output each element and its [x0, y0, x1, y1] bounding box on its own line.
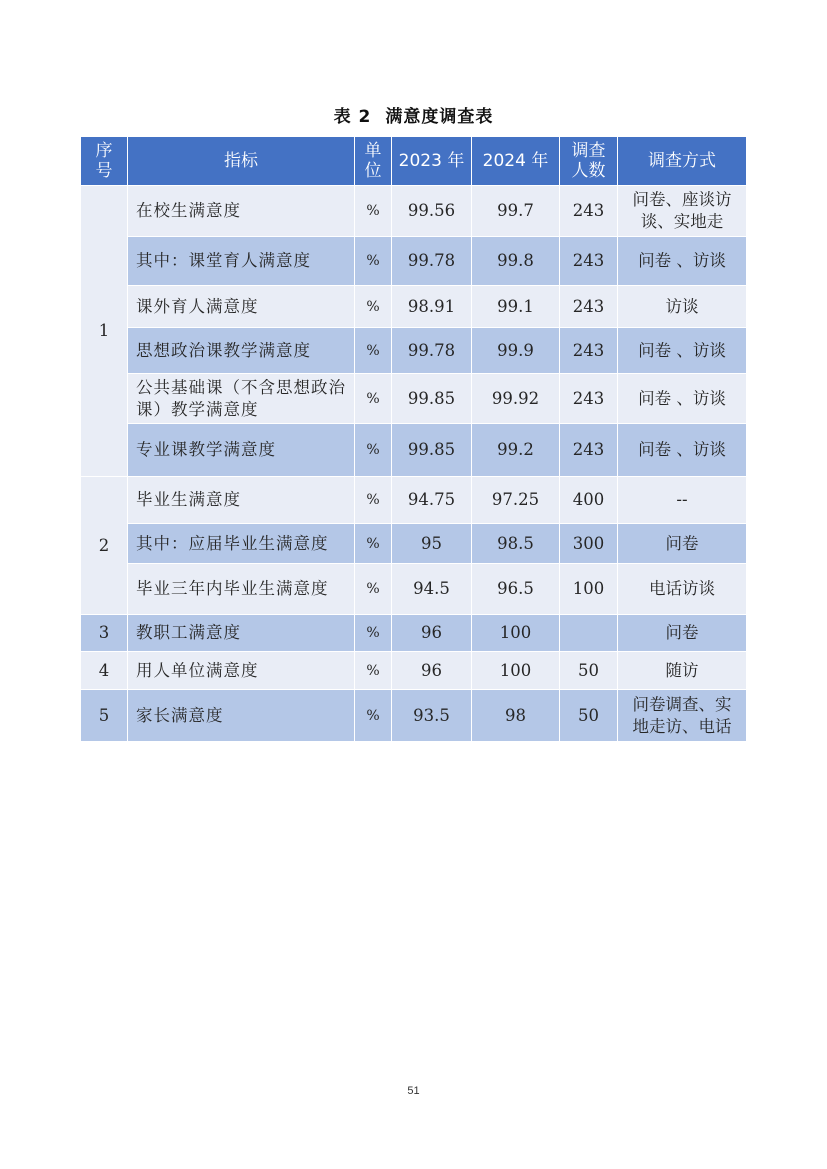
count-cell	[560, 615, 618, 652]
count-cell: 243	[560, 186, 618, 237]
value-2024-cell: 99.92	[472, 374, 560, 424]
table-row	[81, 186, 747, 237]
value-2024-cell: 98	[472, 690, 560, 742]
unit-cell: %	[355, 374, 392, 424]
unit-cell: %	[355, 286, 392, 328]
count-cell: 243	[560, 424, 618, 477]
indicator-cell: 毕业三年内毕业生满意度	[128, 564, 355, 615]
method-cell: 访谈	[618, 286, 747, 328]
table-row	[81, 328, 747, 374]
indicator-cell: 其中：应届毕业生满意度	[128, 524, 355, 564]
count-cell: 243	[560, 328, 618, 374]
seq-cell: 5	[81, 690, 128, 742]
count-cell: 243	[560, 374, 618, 424]
unit-cell: %	[355, 424, 392, 477]
value-2023-cell: 94.5	[392, 564, 472, 615]
value-2023-cell: 94.75	[392, 477, 472, 524]
count-cell: 243	[560, 286, 618, 328]
value-2024-cell: 99.2	[472, 424, 560, 477]
method-cell: 问卷 、访谈	[618, 424, 747, 477]
header-indicator: 指标	[128, 137, 355, 186]
value-2024-cell: 99.1	[472, 286, 560, 328]
table-row	[81, 564, 747, 615]
header-seq: 序号	[81, 137, 128, 186]
unit-cell: %	[355, 615, 392, 652]
value-2023-cell: 99.56	[392, 186, 472, 237]
indicator-cell: 专业课教学满意度	[128, 424, 355, 477]
unit-cell: %	[355, 477, 392, 524]
value-2023-cell: 98.91	[392, 286, 472, 328]
header-2024: 2024 年	[472, 137, 560, 186]
satisfaction-table	[80, 136, 747, 742]
indicator-cell: 在校生满意度	[128, 186, 355, 237]
header-count: 调查人数	[560, 137, 618, 186]
unit-cell: %	[355, 328, 392, 374]
method-cell: 问卷 、访谈	[618, 237, 747, 286]
table-row	[81, 652, 747, 690]
table-title	[0, 102, 827, 127]
indicator-cell: 毕业生满意度	[128, 477, 355, 524]
table-row	[81, 477, 747, 524]
seq-cell: 4	[81, 652, 128, 690]
unit-cell: %	[355, 186, 392, 237]
method-cell: 问卷 、访谈	[618, 374, 747, 424]
table-label: 表 2	[333, 107, 372, 127]
count-cell: 50	[560, 690, 618, 742]
value-2023-cell: 99.85	[392, 374, 472, 424]
table-row	[81, 524, 747, 564]
unit-cell: %	[355, 564, 392, 615]
unit-cell: %	[355, 524, 392, 564]
count-cell: 300	[560, 524, 618, 564]
unit-cell: %	[355, 237, 392, 286]
table-row	[81, 615, 747, 652]
value-2023-cell: 96	[392, 652, 472, 690]
header-row	[81, 137, 747, 186]
unit-cell: %	[355, 652, 392, 690]
seq-cell: 1	[81, 186, 128, 477]
method-cell: 电话访谈	[618, 564, 747, 615]
value-2024-cell: 99.9	[472, 328, 560, 374]
seq-cell: 3	[81, 615, 128, 652]
count-cell: 50	[560, 652, 618, 690]
method-cell: 问卷、座谈访谈、实地走	[618, 186, 747, 237]
method-cell: --	[618, 477, 747, 524]
table-row	[81, 690, 747, 742]
indicator-cell: 课外育人满意度	[128, 286, 355, 328]
method-cell: 问卷	[618, 615, 747, 652]
unit-cell: %	[355, 690, 392, 742]
indicator-cell: 用人单位满意度	[128, 652, 355, 690]
value-2024-cell: 96.5	[472, 564, 560, 615]
value-2023-cell: 99.78	[392, 237, 472, 286]
method-cell: 问卷	[618, 524, 747, 564]
value-2024-cell: 98.5	[472, 524, 560, 564]
value-2023-cell: 99.85	[392, 424, 472, 477]
indicator-cell: 公共基础课（不含思想政治课）教学满意度	[128, 374, 355, 424]
value-2023-cell: 99.78	[392, 328, 472, 374]
method-cell: 问卷 、访谈	[618, 328, 747, 374]
seq-cell: 2	[81, 477, 128, 615]
value-2023-cell: 95	[392, 524, 472, 564]
table-row	[81, 237, 747, 286]
table-row	[81, 374, 747, 424]
page-number: 51	[407, 1085, 420, 1097]
header-method: 调查方式	[618, 137, 747, 186]
table-row	[81, 286, 747, 328]
count-cell: 400	[560, 477, 618, 524]
count-cell: 100	[560, 564, 618, 615]
value-2024-cell: 97.25	[472, 477, 560, 524]
count-cell: 243	[560, 237, 618, 286]
header-2023: 2023 年	[392, 137, 472, 186]
indicator-cell: 家长满意度	[128, 690, 355, 742]
method-cell: 问卷调查、实地走访、电话	[618, 690, 747, 742]
method-cell: 随访	[618, 652, 747, 690]
indicator-cell: 思想政治课教学满意度	[128, 328, 355, 374]
value-2023-cell: 93.5	[392, 690, 472, 742]
indicator-cell: 教职工满意度	[128, 615, 355, 652]
value-2024-cell: 100	[472, 615, 560, 652]
value-2024-cell: 100	[472, 652, 560, 690]
value-2024-cell: 99.7	[472, 186, 560, 237]
value-2024-cell: 99.8	[472, 237, 560, 286]
header-unit: 单位	[355, 137, 392, 186]
value-2023-cell: 96	[392, 615, 472, 652]
table-row	[81, 424, 747, 477]
indicator-cell: 其中：课堂育人满意度	[128, 237, 355, 286]
table-caption: 满意度调查表	[385, 107, 494, 127]
